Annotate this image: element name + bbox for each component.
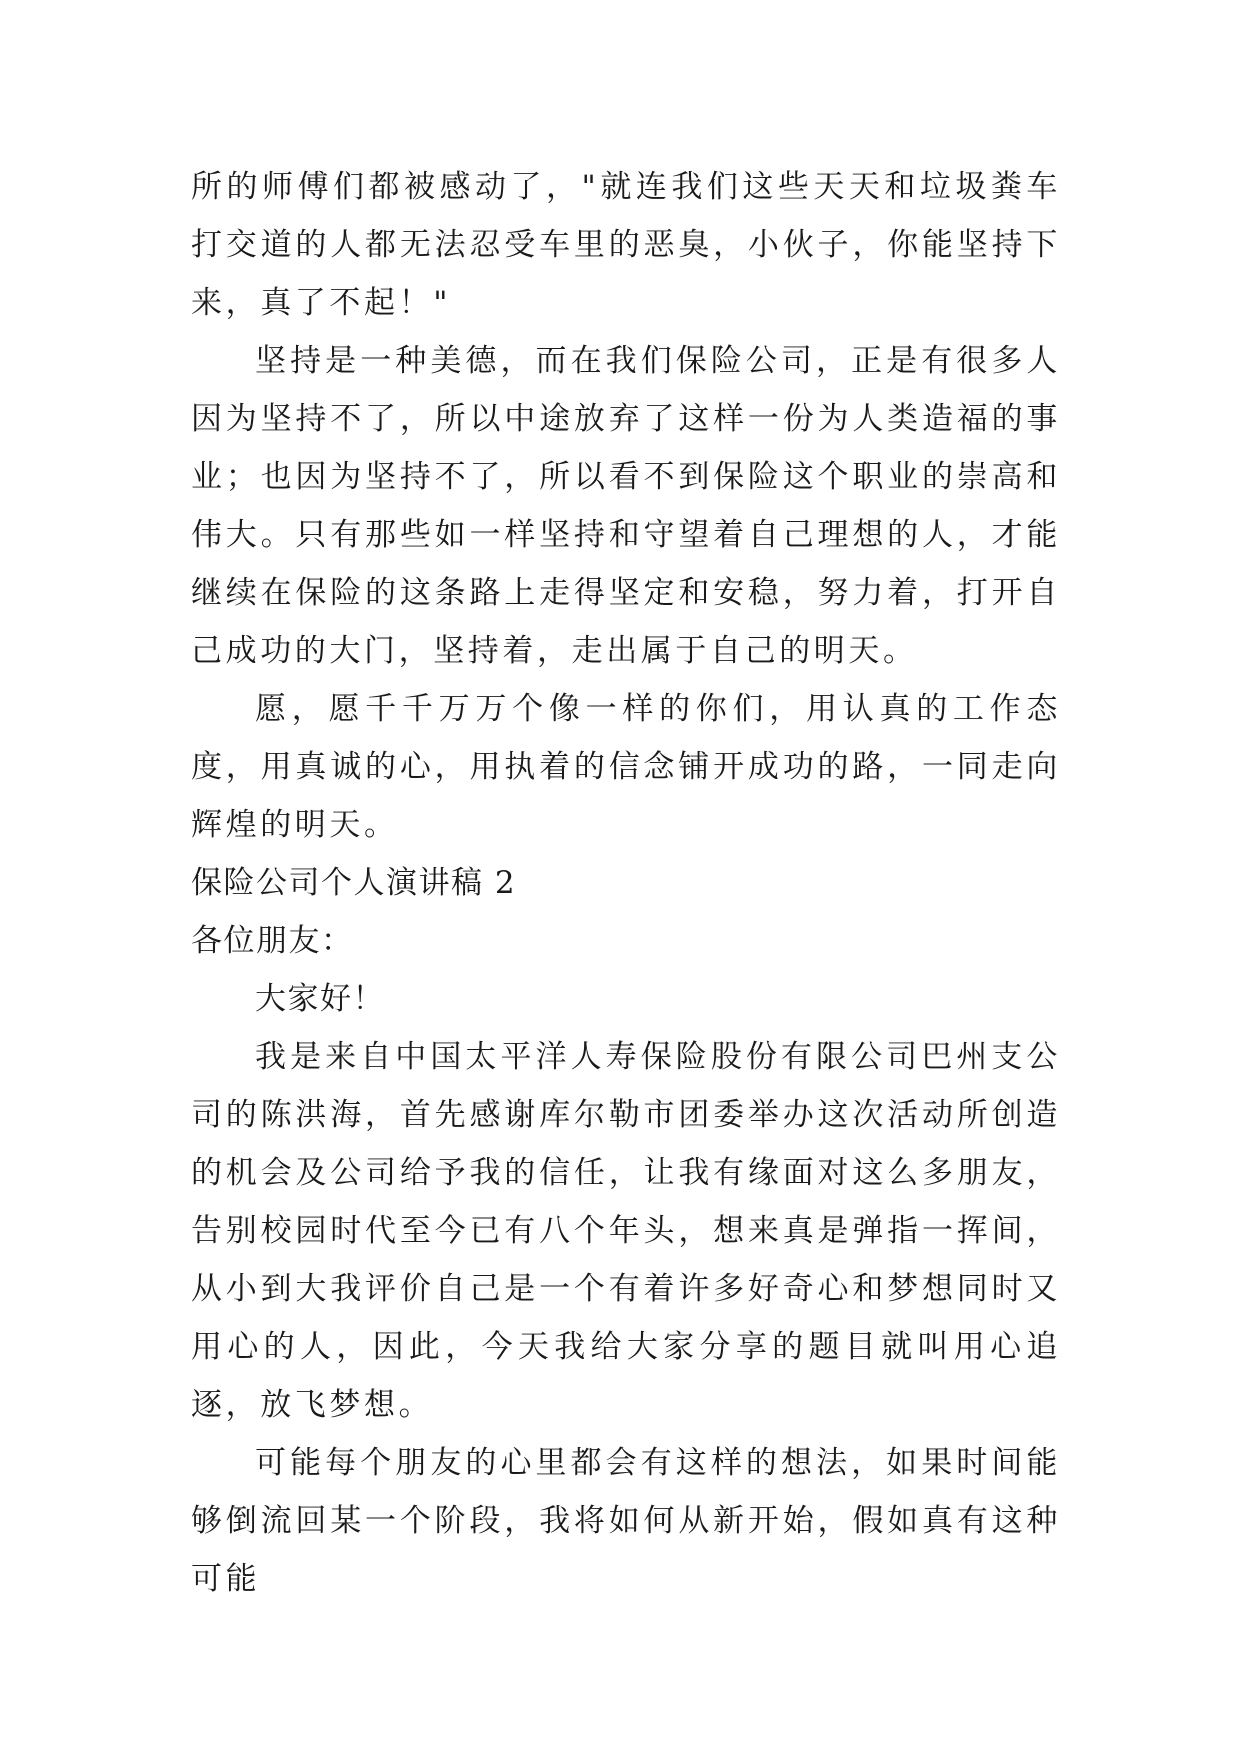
body-paragraph-1: 我是来自中国太平洋人寿保险股份有限公司巴州支公司的陈洪海，首先感谢库尔勒市团委举办这次活动所创造的机会及公司给予我的信任，让我有缘面对这么多朋友，告别校园时代至今已有八个年头，想来真是弹指一挥间，从小到大我评价自己是一个有着许多好奇心和梦想同时又用心的人，因此，今天我给大家分享的题目就叫用心追逐，放飞梦想。 <box>191 1039 1061 1423</box>
paragraph-2: 坚持是一种美德，而在我们保险公司，正是有很多人因为坚持不了，所以中途放弃了这样一份为人类造福的事业；也因为坚持不了，所以看不到保险这个职业的崇高和伟大。只有那些如一样坚持和守望着自己理想的人，才能继续在保险的这条路上走得坚定和安稳，努力着，打开自己成功的大门，坚持着，走出属于自己的明天。 <box>191 343 1061 669</box>
body-paragraph-2: 可能每个朋友的心里都会有这样的想法，如果时间能够倒流回某一个阶段，我将如何从新开始，假如真有这种可能 <box>191 1445 1061 1597</box>
paragraph-3: 愿，愿千千万万个像一样的你们，用认真的工作态度，用真诚的心，用执着的信念铺开成功的路，一同走向辉煌的明天。 <box>191 691 1061 843</box>
greeting: 大家好！ <box>255 981 385 1017</box>
salutation: 各位朋友： <box>191 923 354 959</box>
paragraph-1: 所的师傅们都被感动了，"就连我们这些天天和垃圾粪车打交道的人都无法忍受车里的恶臭，小伙子，你能坚持下来，真了不起！" <box>191 169 1061 321</box>
document-page <box>191 158 1061 1608</box>
section-title: 保险公司个人演讲稿 2 <box>191 865 517 901</box>
